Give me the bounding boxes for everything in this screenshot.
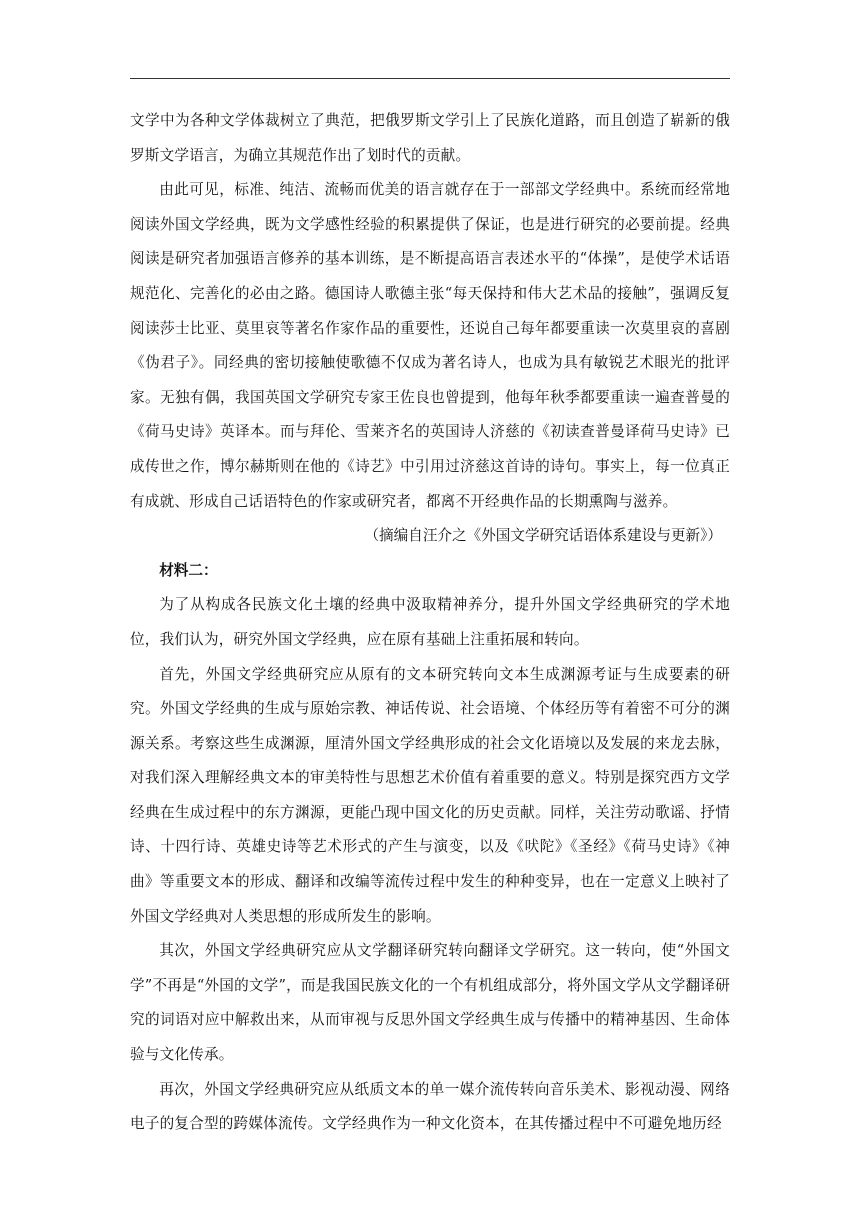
paragraph-classics-language: 由此可见，标准、纯洁、流畅而优美的语言就存在于一部部文学经典中。系统而经常地阅读外国文学经典，既为文学感性经验的积累提供了保证，也是进行研究的必要前提。经典阅读是研究者加强语言修养的基本训练，是不断提高语言表述水平的“体操”，是使学术话语规范化、完善化的必由之路。德国诗人歌德主张“每天保持和伟大艺术品的接触”，强调反复阅读莎士比亚、莫里哀等著名作家作品的重要性，还说自己每年都要重读一次莫里哀的喜剧《伪君子》。同经典的密切接触使歌德不仅成为著名诗人，也成为具有敏锐艺术眼光的批评家。无独有偶，我国英国文学研究专家王佐良也曾提到，他每年秋季都要重读一遍查普曼的《荷马史诗》英译本。而与拜伦、雪莱齐名的英国诗人济慈的《初读查普曼译荷马史诗》已成传世之作，博尔赫斯则在他的《诗艺》中引用过济慈这首诗的诗句。事实上，每一位真正有成就、形成自己话语特色的作家或研究者，都离不开经典作品的长期熏陶与滋养。: [130, 181, 730, 510]
paragraph-second: 其次，外国文学经典研究应从文学翻译研究转向翻译文学研究。这一转向，使“外国文学”不再是“外国的文学”，而是我国民族文化的一个有机组成部分，将外国文学从文学翻译研究的词语对应中解救出来，从而审视与反思外国文学经典生成与传播中的精神基因、生命体验与文化传承。: [130, 942, 730, 1064]
source-citation: （摘编自汪介之《外国文学研究话语体系建设与更新》）: [364, 527, 722, 545]
article-body: [130, 104, 730, 1142]
paragraph-intro: 为了从构成各民族文化土壤的经典中汲取精神养分，提升外国文学经典研究的学术地位，我们认为，研究外国文学经典，应在原有基础上注重拓展和转向。: [130, 596, 730, 648]
paragraph-first: 首先，外国文学经典研究应从原有的文本研究转向文本生成渊源考证与生成要素的研究。外国文学经典的生成与原始宗教、神话传说、社会语境、个体经历等有着密不可分的渊源关系。考察这些生成渊源，厘清外国文学经典形成的社会文化语境以及发展的来龙去脉，对我们深入理解经典文本的审美特性与思想艺术价值有着重要的意义。特别是探究西方文学经典在生成过程中的东方渊源，更能凸现中国文化的历史贡献。同样，关注劳动歌谣、抒情诗、十四行诗、英雄史诗等艺术形式的产生与演变，以及《吠陀》《圣经》《荷马史诗》《神曲》等重要文本的形成、翻译和改编等流传过程中发生的种种变异，也在一定意义上映衬了外国文学经典对人类思想的形成所发生的影响。: [130, 665, 730, 925]
paragraph-continued: 文学中为各种文学体裁树立了典范，把俄罗斯文学引上了民族化道路，而且创造了崭新的俄罗斯文学语言，为确立其规范作出了划时代的贡献。: [130, 112, 730, 164]
header-rule: [130, 78, 730, 79]
paragraph-third: 再次，外国文学经典研究应从纸质文本的单一媒介流传转向音乐美术、影视动漫、网络电子的复合型的跨媒体流传。文学经典作为一种文化资本，在其传播过程中不可避免地历经: [130, 1080, 730, 1133]
material-two-heading: 材料二：: [159, 561, 218, 579]
